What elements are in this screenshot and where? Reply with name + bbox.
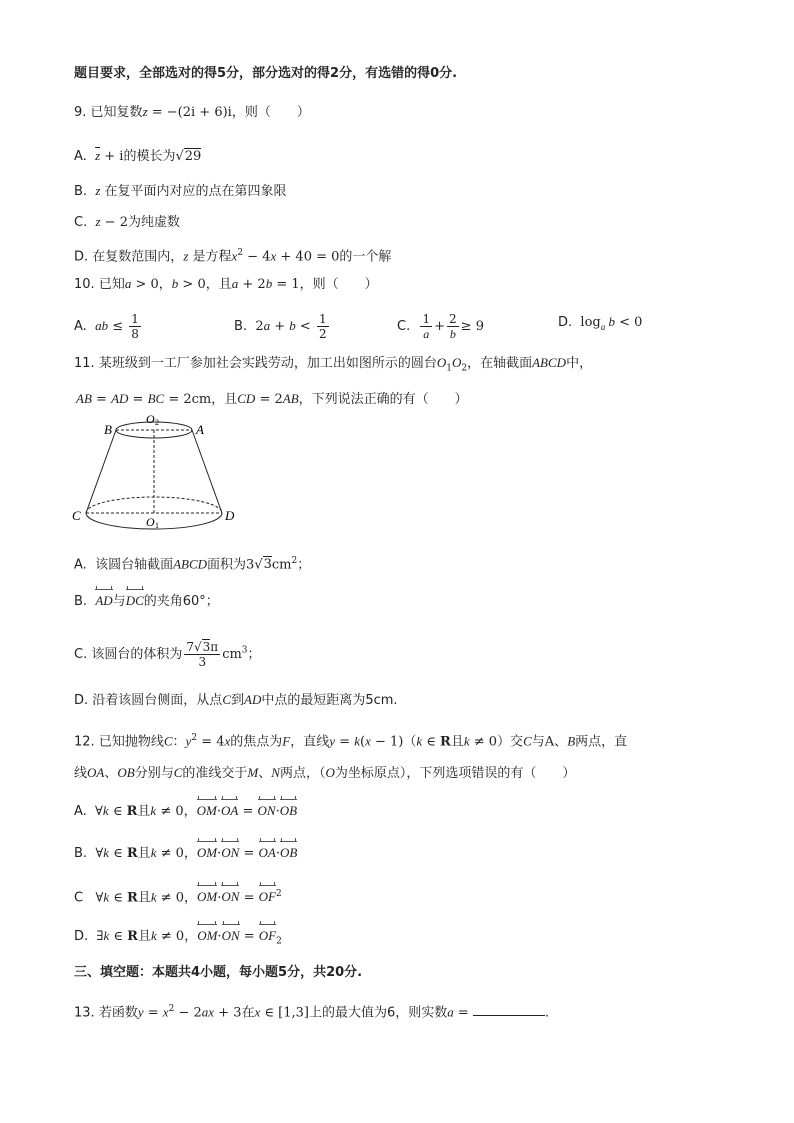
q11-option-d: D. 沿着该圆台侧面，从点C到AD中点的最短距离为5cm. bbox=[74, 692, 398, 708]
label-d: D bbox=[225, 508, 235, 523]
q10-option-d: D. $\log_a b < 0$ bbox=[558, 314, 643, 332]
label-o2: O bbox=[146, 412, 155, 426]
q10-option-a: A. ab ≤ $\frac{1}{8}$ bbox=[74, 312, 139, 341]
q11-stem: 11. 某班级到一工厂参加社会实践劳动，加工出如图所示的圆台$O_1O_2$，在轴截面ABCD中， bbox=[74, 355, 593, 374]
q12-stem-line2: 线OA、OB分别与C的准线交于M、N两点，（O为坐标原点），下列选项错误的有（ ） bbox=[74, 765, 576, 781]
q13-stem: 13. 若函数$y = x^2 - 2ax + 3$在x ∈ [1,3]上的最大值为6，则实数a = . bbox=[74, 1004, 550, 1021]
q12-option-d: D. ∃k ∈ R且k ≠ 0，$OM\cdot ON = OF_2$ bbox=[74, 928, 282, 947]
q12-stem: 12. 已知抛物线C：$y^2 = 4x$的焦点为F，直线y = k(x − 1)（k ∈ R且k ≠ 0）交C与A、B两点，直 bbox=[74, 733, 628, 750]
q9-option-a: A. $\overline{z} + i$的模长为√29 bbox=[74, 148, 202, 164]
q10-stem: 10. 已知a > 0，b > 0，且a + 2b = 1，则（ ） bbox=[74, 276, 378, 292]
label-o1-sub: 1 bbox=[155, 521, 159, 530]
q11-stem-line2: AB = AD = BC = 2cm，且CD = 2AB，下列说法正确的有（ ） bbox=[76, 391, 468, 407]
q9-stem: 9. 已知复数z = −(2i + 6)i，则（ ） bbox=[74, 104, 310, 120]
q10-options bbox=[74, 307, 734, 341]
answer-blank[interactable] bbox=[473, 1015, 545, 1016]
q11-option-a: A. 该圆台轴截面ABCD面积为$3√3cm^2$； bbox=[74, 556, 311, 573]
q11-option-b: B. AD与DC的夹角60°； bbox=[74, 591, 219, 612]
section-3-title: 三、填空题：本题共4小题，每小题5分，共20分. bbox=[74, 965, 363, 980]
right-side bbox=[192, 430, 222, 513]
q12-option-a: A. ∀k ∈ R且k ≠ 0，OM·OA = ON·OB bbox=[74, 801, 297, 822]
q9-option-b: B. z 在复平面内对应的点在第四象限 bbox=[74, 183, 287, 199]
q9-option-d: D. 在复数范围内，z 是方程$x^2 - 4x + 40 = 0$的一个解 bbox=[74, 248, 392, 265]
label-a: A bbox=[196, 422, 204, 437]
q9-option-c: C. z − 2为纯虚数 bbox=[74, 214, 180, 230]
q10-option-b: B. 2a + b < $\frac{1}{2}$ bbox=[234, 312, 327, 341]
q11-option-c: C. 该圆台的体积为 $\frac{7√3\pi}{3}$ $cm^3$； bbox=[74, 640, 261, 669]
frustum-figure bbox=[70, 410, 250, 535]
q12-option-b: B. ∀k ∈ R且k ≠ 0，OM·ON = OA·OB bbox=[74, 843, 297, 864]
left-side bbox=[86, 430, 116, 513]
label-b: B bbox=[104, 422, 112, 437]
scoring-note: 题目要求，全部选对的得5分，部分选对的得2分，有选错的得0分. bbox=[74, 66, 458, 81]
label-o1: O bbox=[146, 515, 155, 529]
label-c: C bbox=[72, 508, 81, 523]
label-o2-sub: 2 bbox=[155, 418, 159, 427]
q10-option-c: C. $\frac{1}{a}$ + $\frac{2}{b}$ ≥ 9 bbox=[397, 312, 484, 341]
q12-option-c: C ∀k ∈ R且k ≠ 0，$OM\cdot ON = OF^2$ bbox=[74, 884, 282, 908]
